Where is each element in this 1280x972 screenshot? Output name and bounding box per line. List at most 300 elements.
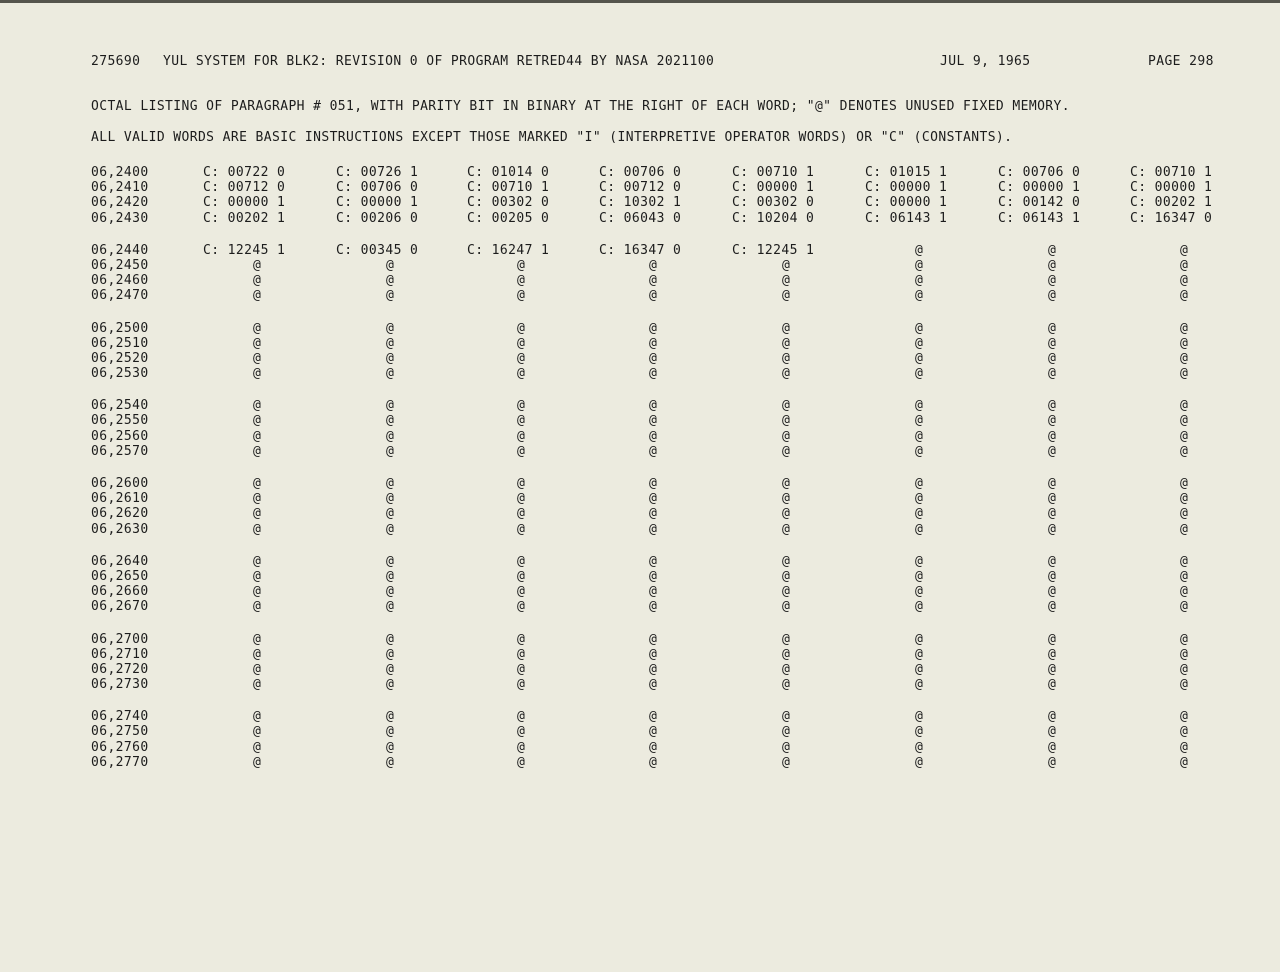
- unused-memory-marker: @: [915, 335, 924, 351]
- row-address: 06,2530: [91, 366, 149, 382]
- unused-memory-marker: @: [253, 413, 262, 429]
- row-address: 06,2470: [91, 288, 149, 304]
- unused-memory-marker: @: [1180, 428, 1189, 444]
- row-address: 06,2500: [91, 320, 149, 336]
- unused-memory-marker: @: [915, 584, 924, 600]
- unused-memory-marker: @: [1048, 521, 1057, 537]
- octal-word: C: 00000 1: [865, 195, 948, 211]
- listing-row: [0, 491, 1280, 506]
- unused-memory-marker: @: [517, 413, 526, 429]
- octal-word: C: 00712 0: [203, 180, 286, 196]
- unused-memory-marker: @: [517, 661, 526, 677]
- listing-row: [0, 243, 1280, 258]
- unused-memory-marker: @: [782, 413, 791, 429]
- unused-memory-marker: @: [915, 413, 924, 429]
- unused-memory-marker: @: [915, 506, 924, 522]
- unused-memory-marker: @: [915, 739, 924, 755]
- unused-memory-marker: @: [1180, 398, 1189, 414]
- unused-memory-marker: @: [386, 273, 395, 289]
- unused-memory-marker: @: [253, 709, 262, 725]
- unused-memory-marker: @: [517, 443, 526, 459]
- unused-memory-marker: @: [1048, 631, 1057, 647]
- listing-row: [0, 755, 1280, 770]
- unused-memory-marker: @: [253, 476, 262, 491]
- unused-memory-marker: @: [782, 553, 791, 569]
- unused-memory-marker: @: [649, 661, 658, 677]
- unused-memory-marker: @: [782, 335, 791, 351]
- unused-memory-marker: @: [649, 476, 658, 491]
- unused-memory-marker: @: [649, 413, 658, 429]
- unused-memory-marker: @: [915, 568, 924, 584]
- unused-memory-marker: @: [649, 584, 658, 600]
- unused-memory-marker: @: [1048, 428, 1057, 444]
- unused-memory-marker: @: [782, 646, 791, 662]
- octal-word: C: 00706 0: [599, 165, 682, 180]
- listing-row: [0, 599, 1280, 614]
- unused-memory-marker: @: [517, 398, 526, 414]
- row-address: 06,2620: [91, 506, 149, 522]
- unused-memory-marker: @: [649, 724, 658, 740]
- octal-word: C: 00206 0: [336, 210, 419, 226]
- unused-memory-marker: @: [1048, 476, 1057, 491]
- unused-memory-marker: @: [915, 599, 924, 615]
- unused-memory-marker: @: [782, 709, 791, 725]
- octal-word: C: 06043 0: [599, 210, 682, 226]
- listing-row: [0, 398, 1280, 413]
- octal-word: C: 00000 1: [998, 180, 1081, 196]
- unused-memory-marker: @: [782, 350, 791, 366]
- listing-row: [0, 336, 1280, 351]
- unused-memory-marker: @: [1180, 350, 1189, 366]
- unused-memory-marker: @: [915, 428, 924, 444]
- unused-memory-marker: @: [649, 398, 658, 414]
- unused-memory-marker: @: [253, 646, 262, 662]
- row-address: 06,2430: [91, 210, 149, 226]
- unused-memory-marker: @: [517, 521, 526, 537]
- unused-memory-marker: @: [782, 506, 791, 522]
- unused-memory-marker: @: [1180, 709, 1189, 725]
- unused-memory-marker: @: [649, 631, 658, 647]
- unused-memory-marker: @: [386, 257, 395, 273]
- unused-memory-marker: @: [253, 273, 262, 289]
- unused-memory-marker: @: [649, 568, 658, 584]
- unused-memory-marker: @: [1180, 553, 1189, 569]
- unused-memory-marker: @: [1180, 273, 1189, 289]
- octal-word: C: 06143 1: [998, 210, 1081, 226]
- row-address: 06,2440: [91, 242, 149, 258]
- unused-memory-marker: @: [386, 709, 395, 725]
- unused-memory-marker: @: [649, 428, 658, 444]
- unused-memory-marker: @: [649, 646, 658, 662]
- unused-memory-marker: @: [1048, 242, 1057, 258]
- listing-group: [0, 476, 1280, 537]
- listing-row: [0, 180, 1280, 195]
- octal-word: C: 00000 1: [732, 180, 815, 196]
- unused-memory-marker: @: [253, 724, 262, 740]
- unused-memory-marker: @: [253, 506, 262, 522]
- octal-word: C: 10204 0: [732, 210, 815, 226]
- listing-row: [0, 413, 1280, 428]
- unused-memory-marker: @: [915, 709, 924, 725]
- unused-memory-marker: @: [1048, 491, 1057, 507]
- unused-memory-marker: @: [649, 521, 658, 537]
- unused-memory-marker: @: [253, 584, 262, 600]
- octal-word: C: 12245 1: [203, 242, 286, 258]
- unused-memory-marker: @: [782, 599, 791, 615]
- unused-memory-marker: @: [1180, 491, 1189, 507]
- unused-memory-marker: @: [386, 366, 395, 382]
- unused-memory-marker: @: [253, 599, 262, 615]
- octal-word: C: 00726 1: [336, 165, 419, 180]
- octal-word: C: 06143 1: [865, 210, 948, 226]
- listing-row: [0, 632, 1280, 647]
- unused-memory-marker: @: [649, 257, 658, 273]
- unused-memory-marker: @: [253, 288, 262, 304]
- unused-memory-marker: @: [517, 350, 526, 366]
- unused-memory-marker: @: [915, 288, 924, 304]
- unused-memory-marker: @: [915, 443, 924, 459]
- listing-row: [0, 165, 1280, 180]
- unused-memory-marker: @: [253, 366, 262, 382]
- unused-memory-marker: @: [253, 521, 262, 537]
- row-address: 06,2600: [91, 476, 149, 491]
- unused-memory-marker: @: [782, 754, 791, 770]
- octal-word: C: 00706 0: [998, 165, 1081, 180]
- unused-memory-marker: @: [1048, 724, 1057, 740]
- row-address: 06,2770: [91, 754, 149, 770]
- unused-memory-marker: @: [517, 320, 526, 336]
- octal-word: C: 01015 1: [865, 165, 948, 180]
- octal-word: C: 00302 0: [732, 195, 815, 211]
- listing-row: [0, 647, 1280, 662]
- header-date: JUL 9, 1965: [940, 54, 1031, 69]
- unused-memory-marker: @: [517, 568, 526, 584]
- octal-listing: [0, 165, 1280, 787]
- unused-memory-marker: @: [1048, 754, 1057, 770]
- unused-memory-marker: @: [915, 257, 924, 273]
- octal-word: C: 00205 0: [467, 210, 550, 226]
- unused-memory-marker: @: [517, 599, 526, 615]
- unused-memory-marker: @: [253, 350, 262, 366]
- listing-row: [0, 444, 1280, 459]
- octal-word: C: 00302 0: [467, 195, 550, 211]
- unused-memory-marker: @: [915, 476, 924, 491]
- unused-memory-marker: @: [517, 491, 526, 507]
- unused-memory-marker: @: [915, 661, 924, 677]
- unused-memory-marker: @: [1048, 398, 1057, 414]
- unused-memory-marker: @: [253, 754, 262, 770]
- unused-memory-marker: @: [1048, 366, 1057, 382]
- unused-memory-marker: @: [386, 443, 395, 459]
- listing-row: [0, 522, 1280, 537]
- unused-memory-marker: @: [1048, 413, 1057, 429]
- row-address: 06,2650: [91, 568, 149, 584]
- unused-memory-marker: @: [649, 506, 658, 522]
- listing-row: [0, 662, 1280, 677]
- octal-word: C: 00202 1: [1130, 195, 1213, 211]
- row-address: 06,2720: [91, 661, 149, 677]
- unused-memory-marker: @: [915, 366, 924, 382]
- unused-memory-marker: @: [782, 288, 791, 304]
- unused-memory-marker: @: [386, 754, 395, 770]
- row-address: 06,2750: [91, 724, 149, 740]
- unused-memory-marker: @: [915, 273, 924, 289]
- row-address: 06,2450: [91, 257, 149, 273]
- listing-row: [0, 709, 1280, 724]
- unused-memory-marker: @: [915, 677, 924, 693]
- unused-memory-marker: @: [649, 288, 658, 304]
- listing-row: [0, 211, 1280, 226]
- unused-memory-marker: @: [1180, 677, 1189, 693]
- unused-memory-marker: @: [915, 491, 924, 507]
- octal-word: C: 00710 1: [1130, 165, 1213, 180]
- unused-memory-marker: @: [517, 709, 526, 725]
- unused-memory-marker: @: [253, 568, 262, 584]
- unused-memory-marker: @: [253, 677, 262, 693]
- unused-memory-marker: @: [1180, 631, 1189, 647]
- unused-memory-marker: @: [915, 242, 924, 258]
- unused-memory-marker: @: [782, 366, 791, 382]
- job-id: 275690: [91, 54, 141, 69]
- row-address: 06,2710: [91, 646, 149, 662]
- listing-row: [0, 476, 1280, 491]
- unused-memory-marker: @: [782, 661, 791, 677]
- octal-word: C: 00000 1: [1130, 180, 1213, 196]
- octal-word: C: 00000 1: [336, 195, 419, 211]
- unused-memory-marker: @: [915, 553, 924, 569]
- unused-memory-marker: @: [649, 350, 658, 366]
- listing-group: [0, 554, 1280, 615]
- unused-memory-marker: @: [782, 724, 791, 740]
- unused-memory-marker: @: [782, 521, 791, 537]
- unused-memory-marker: @: [517, 257, 526, 273]
- unused-memory-marker: @: [649, 553, 658, 569]
- unused-memory-marker: @: [253, 335, 262, 351]
- octal-word: C: 00712 0: [599, 180, 682, 196]
- octal-word: C: 00345 0: [336, 242, 419, 258]
- row-address: 06,2410: [91, 180, 149, 196]
- unused-memory-marker: @: [1180, 476, 1189, 491]
- unused-memory-marker: @: [517, 584, 526, 600]
- unused-memory-marker: @: [1048, 661, 1057, 677]
- unused-memory-marker: @: [782, 677, 791, 693]
- unused-memory-marker: @: [915, 521, 924, 537]
- listing-row: [0, 258, 1280, 273]
- unused-memory-marker: @: [1180, 724, 1189, 740]
- unused-memory-marker: @: [517, 724, 526, 740]
- unused-memory-marker: @: [253, 661, 262, 677]
- unused-memory-marker: @: [1180, 413, 1189, 429]
- unused-memory-marker: @: [915, 631, 924, 647]
- unused-memory-marker: @: [253, 631, 262, 647]
- unused-memory-marker: @: [782, 443, 791, 459]
- unused-memory-marker: @: [253, 553, 262, 569]
- unused-memory-marker: @: [386, 631, 395, 647]
- octal-word: C: 00710 1: [467, 180, 550, 196]
- unused-memory-marker: @: [1180, 242, 1189, 258]
- unused-memory-marker: @: [1180, 646, 1189, 662]
- unused-memory-marker: @: [915, 350, 924, 366]
- unused-memory-marker: @: [915, 754, 924, 770]
- listing-row: [0, 321, 1280, 336]
- unused-memory-marker: @: [253, 739, 262, 755]
- unused-memory-marker: @: [782, 273, 791, 289]
- unused-memory-marker: @: [386, 677, 395, 693]
- unused-memory-marker: @: [782, 739, 791, 755]
- row-address: 06,2760: [91, 739, 149, 755]
- page-number: PAGE 298: [1148, 54, 1214, 69]
- listing-row: [0, 724, 1280, 739]
- unused-memory-marker: @: [253, 428, 262, 444]
- unused-memory-marker: @: [649, 754, 658, 770]
- unused-memory-marker: @: [386, 428, 395, 444]
- unused-memory-marker: @: [386, 739, 395, 755]
- unused-memory-marker: @: [1180, 366, 1189, 382]
- unused-memory-marker: @: [1048, 599, 1057, 615]
- octal-word: C: 01014 0: [467, 165, 550, 180]
- listing-row: [0, 351, 1280, 366]
- unused-memory-marker: @: [386, 521, 395, 537]
- unused-memory-marker: @: [386, 724, 395, 740]
- octal-word: C: 10302 1: [599, 195, 682, 211]
- unused-memory-marker: @: [1048, 506, 1057, 522]
- unused-memory-marker: @: [386, 398, 395, 414]
- unused-memory-marker: @: [649, 320, 658, 336]
- listing-group: [0, 709, 1280, 770]
- octal-word: C: 16347 0: [599, 242, 682, 258]
- unused-memory-marker: @: [386, 568, 395, 584]
- unused-memory-marker: @: [782, 568, 791, 584]
- row-address: 06,2730: [91, 677, 149, 693]
- row-address: 06,2640: [91, 553, 149, 569]
- unused-memory-marker: @: [517, 428, 526, 444]
- octal-word: C: 12245 1: [732, 242, 815, 258]
- listing-row: [0, 366, 1280, 381]
- row-address: 06,2670: [91, 599, 149, 615]
- unused-memory-marker: @: [517, 273, 526, 289]
- unused-memory-marker: @: [1180, 443, 1189, 459]
- description-line-2: ALL VALID WORDS ARE BASIC INSTRUCTIONS EXCEPT THOSE MARKED "I" (INTERPRETIVE OPERATOR WORDS) OR "C" (CONSTANTS).: [91, 130, 1013, 145]
- listing-group: [0, 243, 1280, 304]
- unused-memory-marker: @: [782, 428, 791, 444]
- unused-memory-marker: @: [1048, 646, 1057, 662]
- unused-memory-marker: @: [649, 366, 658, 382]
- unused-memory-marker: @: [517, 754, 526, 770]
- unused-memory-marker: @: [782, 491, 791, 507]
- unused-memory-marker: @: [386, 584, 395, 600]
- unused-memory-marker: @: [1048, 709, 1057, 725]
- octal-word: C: 00706 0: [336, 180, 419, 196]
- unused-memory-marker: @: [915, 724, 924, 740]
- row-address: 06,2460: [91, 273, 149, 289]
- unused-memory-marker: @: [386, 506, 395, 522]
- listing-row: [0, 584, 1280, 599]
- row-address: 06,2510: [91, 335, 149, 351]
- unused-memory-marker: @: [1048, 288, 1057, 304]
- unused-memory-marker: @: [1180, 599, 1189, 615]
- unused-memory-marker: @: [1180, 661, 1189, 677]
- listing-row: [0, 195, 1280, 210]
- top-rule: [0, 0, 1280, 3]
- unused-memory-marker: @: [1048, 320, 1057, 336]
- row-address: 06,2570: [91, 443, 149, 459]
- unused-memory-marker: @: [386, 553, 395, 569]
- unused-memory-marker: @: [1048, 568, 1057, 584]
- unused-memory-marker: @: [1048, 553, 1057, 569]
- octal-word: C: 00000 1: [203, 195, 286, 211]
- unused-memory-marker: @: [517, 506, 526, 522]
- unused-memory-marker: @: [517, 646, 526, 662]
- unused-memory-marker: @: [649, 739, 658, 755]
- unused-memory-marker: @: [1180, 506, 1189, 522]
- row-address: 06,2400: [91, 165, 149, 180]
- unused-memory-marker: @: [782, 584, 791, 600]
- row-address: 06,2420: [91, 195, 149, 211]
- unused-memory-marker: @: [1180, 335, 1189, 351]
- octal-word: C: 00710 1: [732, 165, 815, 180]
- listing-group: [0, 632, 1280, 693]
- unused-memory-marker: @: [1048, 257, 1057, 273]
- listing-group: [0, 321, 1280, 382]
- row-address: 06,2540: [91, 398, 149, 414]
- unused-memory-marker: @: [649, 677, 658, 693]
- unused-memory-marker: @: [1048, 739, 1057, 755]
- listing-row: [0, 506, 1280, 521]
- unused-memory-marker: @: [1048, 273, 1057, 289]
- unused-memory-marker: @: [915, 320, 924, 336]
- unused-memory-marker: @: [253, 491, 262, 507]
- row-address: 06,2610: [91, 491, 149, 507]
- unused-memory-marker: @: [1048, 677, 1057, 693]
- unused-memory-marker: @: [517, 335, 526, 351]
- header-title: YUL SYSTEM FOR BLK2: REVISION 0 OF PROGRAM RETRED44 BY NASA 2021100: [163, 54, 715, 69]
- unused-memory-marker: @: [1180, 754, 1189, 770]
- unused-memory-marker: @: [1048, 335, 1057, 351]
- listing-row: [0, 740, 1280, 755]
- row-address: 06,2660: [91, 584, 149, 600]
- octal-word: C: 16347 0: [1130, 210, 1213, 226]
- unused-memory-marker: @: [517, 366, 526, 382]
- unused-memory-marker: @: [517, 553, 526, 569]
- listing-row: [0, 677, 1280, 692]
- unused-memory-marker: @: [1180, 320, 1189, 336]
- row-address: 06,2700: [91, 631, 149, 647]
- unused-memory-marker: @: [1180, 521, 1189, 537]
- unused-memory-marker: @: [517, 677, 526, 693]
- unused-memory-marker: @: [253, 320, 262, 336]
- unused-memory-marker: @: [386, 476, 395, 491]
- unused-memory-marker: @: [1048, 350, 1057, 366]
- unused-memory-marker: @: [386, 288, 395, 304]
- unused-memory-marker: @: [253, 398, 262, 414]
- unused-memory-marker: @: [1180, 739, 1189, 755]
- unused-memory-marker: @: [915, 646, 924, 662]
- unused-memory-marker: @: [1180, 568, 1189, 584]
- unused-memory-marker: @: [1180, 288, 1189, 304]
- unused-memory-marker: @: [782, 631, 791, 647]
- unused-memory-marker: @: [1180, 584, 1189, 600]
- unused-memory-marker: @: [253, 257, 262, 273]
- unused-memory-marker: @: [386, 646, 395, 662]
- row-address: 06,2550: [91, 413, 149, 429]
- unused-memory-marker: @: [1048, 584, 1057, 600]
- unused-memory-marker: @: [649, 599, 658, 615]
- listing-row: [0, 429, 1280, 444]
- unused-memory-marker: @: [1048, 443, 1057, 459]
- unused-memory-marker: @: [1180, 257, 1189, 273]
- unused-memory-marker: @: [517, 476, 526, 491]
- listing-row: [0, 273, 1280, 288]
